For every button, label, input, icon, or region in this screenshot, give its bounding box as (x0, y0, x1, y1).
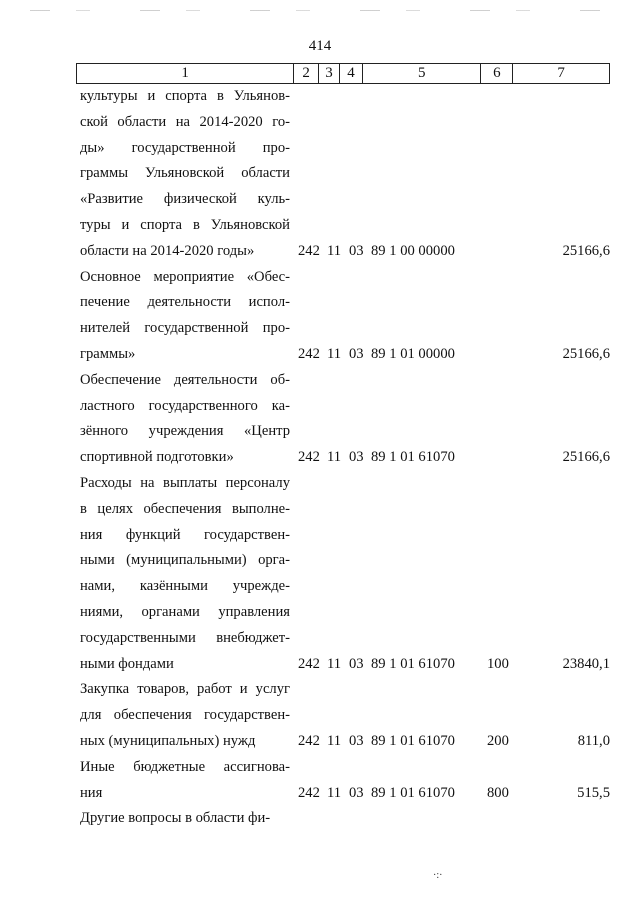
row-codes (80, 652, 610, 678)
code-target-article: 89 1 01 00000 (371, 345, 455, 362)
code-target-article: 89 1 01 61070 (371, 784, 455, 801)
header-col-5: 5 (363, 64, 482, 83)
code-target-article: 89 1 01 61070 (371, 655, 455, 672)
code-subsection: 03 (349, 732, 364, 749)
table-row (80, 806, 610, 832)
description-line: области на 2014-2020 годы» (80, 242, 255, 259)
code-section: 11 (327, 784, 342, 801)
code-section: 11 (327, 732, 342, 749)
description-line: нителей государственной про- (80, 320, 290, 337)
code-subsection: 03 (349, 242, 364, 259)
code-subsection: 03 (349, 449, 364, 466)
page-number: 414 (308, 38, 332, 54)
description-line: Другие вопросы в области фи- (80, 810, 271, 827)
table-row (80, 755, 610, 807)
row-codes (80, 445, 610, 471)
table-row (80, 265, 610, 368)
code-expense-type: 800 (487, 784, 509, 801)
header-col-1: 1 (77, 64, 294, 83)
description-line: в целях обеспечения выполне- (80, 500, 290, 517)
description-line: ниями, органами управления (80, 603, 290, 620)
description-line: печение деятельности испол- (80, 294, 290, 311)
header-col-2: 2 (294, 64, 319, 83)
header-col-4: 4 (340, 64, 363, 83)
code-subsection: 03 (349, 784, 364, 801)
row-amount: 25166,6 (562, 242, 610, 259)
code-grbs: 242 (298, 345, 320, 362)
description-line: спортивной подготовки» (80, 449, 234, 466)
table-header (76, 63, 610, 84)
row-amount: 23840,1 (562, 655, 610, 672)
description-line: государственными внебюджет- (80, 629, 290, 646)
code-expense-type: 100 (487, 655, 509, 672)
description-line: граммы Ульяновской области (80, 165, 290, 182)
code-target-article: 89 1 00 00000 (371, 242, 455, 259)
code-subsection: 03 (349, 345, 364, 362)
description-line: Иные бюджетные ассигнова- (80, 758, 290, 775)
description-line: для обеспечения государствен- (80, 707, 290, 724)
description-line: «Развитие физической куль- (80, 191, 290, 208)
row-codes (80, 781, 610, 807)
code-grbs: 242 (298, 242, 320, 259)
row-codes (80, 806, 610, 832)
description-line: ластного государственного ка- (80, 397, 290, 414)
code-grbs: 242 (298, 655, 320, 672)
header-col-3: 3 (319, 64, 340, 83)
description-line: ных (муниципальных) нужд (80, 732, 256, 749)
code-section: 11 (327, 242, 342, 259)
row-amount: 25166,6 (562, 345, 610, 362)
code-target-article: 89 1 01 61070 (371, 732, 455, 749)
code-grbs: 242 (298, 732, 320, 749)
code-target-article: 89 1 01 61070 (371, 449, 455, 466)
code-section: 11 (327, 655, 342, 672)
description-line: Расходы на выплаты персоналу (80, 474, 290, 491)
description-line: ными (муниципальными) орга- (80, 552, 290, 569)
description-line: зённого учреждения «Центр (80, 423, 290, 440)
table-row (80, 471, 610, 677)
header-col-7: 7 (557, 65, 565, 81)
budget-rows (80, 84, 610, 832)
row-codes (80, 239, 610, 265)
table-row (80, 84, 610, 265)
description-line: культуры и спорта в Ульянов- (80, 88, 290, 104)
code-section: 11 (327, 345, 342, 362)
code-expense-type: 200 (487, 732, 509, 749)
row-codes (80, 342, 610, 368)
description-line: туры и спорта в Ульяновской (80, 216, 290, 233)
description-line: ния функций государствен- (80, 526, 290, 543)
code-grbs: 242 (298, 449, 320, 466)
table-row (80, 677, 610, 754)
description-line: Закупка товаров, работ и услуг (80, 681, 290, 698)
description-line: ния (80, 784, 103, 801)
row-codes (80, 729, 610, 755)
description-line: Основное мероприятие «Обес- (80, 268, 290, 285)
description-line: граммы» (80, 345, 136, 362)
description-line: ды» государственной про- (80, 139, 290, 156)
code-section: 11 (327, 449, 342, 466)
header-col-6: 6 (481, 64, 513, 83)
row-amount: 515,5 (577, 784, 610, 801)
table-row (80, 368, 610, 471)
row-description (80, 84, 290, 265)
description-line: Обеспечение деятельности об- (80, 371, 290, 388)
row-amount: 811,0 (577, 732, 610, 749)
description-line: нами, казёнными учрежде- (80, 578, 290, 595)
code-grbs: 242 (298, 784, 320, 801)
row-description (80, 471, 290, 677)
description-line: ными фондами (80, 655, 174, 672)
scan-specks: ·:· (433, 870, 443, 881)
row-amount: 25166,6 (562, 449, 610, 466)
description-line: ской области на 2014-2020 го- (80, 113, 290, 130)
scan-artifact-line (30, 10, 600, 11)
code-subsection: 03 (349, 655, 364, 672)
